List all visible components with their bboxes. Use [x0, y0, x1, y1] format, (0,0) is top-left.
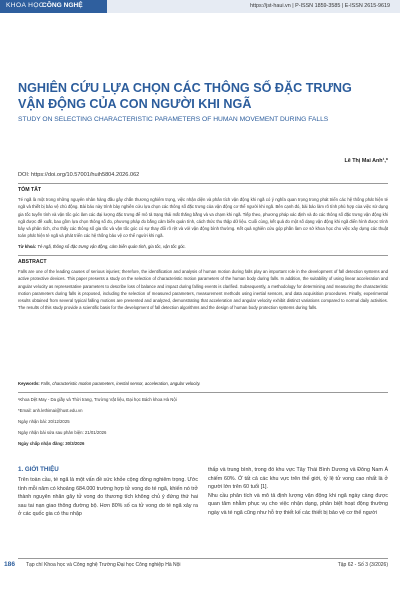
- intro-column-right: thấp và trung bình, trong đó khu vực Tây Thái Bình Dương và Đông Nam Á chiếm 60%. Ở tất cả các khu vực trên thế giới, tỷ lệ tử vong cao nhất là ở người lớn trên 60 tuổi [1]. Nhu cầu phân tích và mô tả định lượng vận động khi ngã ngày càng được quan tâm nhằm phục vụ cho việc nhận dạng, phân biệt hoạt động thường ngày và té ngã cũng như hỗ trợ thiết kế các thiết bị bảo vệ cơ thể người: [208, 467, 388, 516]
- footer-divider: [18, 558, 388, 559]
- title-line-2: VẬN ĐỘNG CỦA CON NGƯỜI KHI NGÃ: [18, 97, 252, 111]
- keywords-en-label: Keywords:: [18, 381, 40, 386]
- author-email[interactable]: *Email: anh.lethimai@hust.edu.vn: [18, 408, 83, 413]
- doi-link[interactable]: DOI: https://doi.org/10.57001/huih5804.2026.062: [18, 172, 140, 178]
- page-number: 186: [4, 561, 16, 568]
- abstract-vi-heading: TÓM TẮT: [18, 187, 42, 193]
- title-line-1: NGHIÊN CỨU LỰA CHỌN CÁC THÔNG SỐ ĐẶC TRƯNG: [18, 81, 352, 95]
- paper-title-vi: [18, 80, 388, 112]
- keywords-en-text: Falls, characteristic motion parameters, inertial sensor, acceleration, angular velocity.: [40, 381, 201, 386]
- footer-journal: Tạp chí Khoa học và Công nghệ Trường Đại học Công nghiệp Hà Nội: [26, 562, 181, 568]
- intro-heading: 1. GIỚI THIỆU: [18, 466, 59, 473]
- journal-header: [0, 0, 400, 13]
- paper-title-en: STUDY ON SELECTING CHARACTERISTIC PARAMETERS OF HUMAN MOVEMENT DURING FALLS: [18, 116, 329, 123]
- author-name: Lê Thị Mai Anh¹,*: [344, 158, 388, 164]
- divider: [18, 392, 388, 393]
- abstract-en-text: Falls are one of the leading causes of serious injuries; therefore, the identification and analysis of human motion during falls play an important role in the development of fall detection systems and active protective devices. This paper presents a study on the selection of characteristic motion parameters of the human body during falls. In addition, the suitability of using linear acceleration and angular velocity as representative parameters to describe loss of balance and impact during falling events is clarified. Subsequently, a methodology for determining and measuring the characteristic motion parameters during falls is proposed, including the selection of measured parameters, measurement methods using inertial sensors, and data acquisition procedures. Finally, experimental results obtained from several typical falling motions are presented and analyzed, demonstrating that acceleration and angular velocity exhibit distinct variations compared to normal daily activities. The results of this study provide a scientific basis for the development of fall detection algorithms and the design of human body protection systems during falls.: [18, 269, 388, 311]
- keywords-vi: [18, 243, 388, 250]
- topic-label: CÔNG NGHỆ: [42, 2, 83, 9]
- journal-info-bar: [107, 0, 400, 13]
- abstract-vi-text: Té ngã là một trong những nguyên nhân hàng đầu gây chấn thương nghiêm trọng, việc nhận diện và phân tích vận động khi ngã có ý nghĩa quan trọng trong phát triển các hệ thống phát hiện té ngã và thiết bị bảo vệ chủ động. Bài báo này trình bày nghiên cứu lựa chọn các thông số đặc trưng của vận động cơ thể người khi ngã. Bên cạnh đó, bài báo làm rõ tính phù hợp của việc sử dụng gia tốc tuyến tính và vận tốc góc làm các đại lượng đặc trưng để mô tả trạng thái mất thăng bằng và va chạm khi ngã. Tiếp theo, phương pháp xác định và đo các thông số đặc trưng vận động khi ngã được đề xuất, bao gồm lựa chọn thông số đo, phương pháp đo bằng cảm biến quán tính, cách thức thu thập dữ liệu. Cuối cùng, kết quả đo một số dạng vận động khi ngã điển hình được trình bày và phân tích, cho thấy các thông số gia tốc và vận tốc góc có sự thay đổi rõ rệt và với vận động bình thường. Kết quả nghiên cứu góp phần làm cơ sở khoa học cho việc xây dựng các thuật toán phát hiện té ngã và phát triển các hệ thống bảo vệ cơ thể người khi ngã.: [18, 197, 388, 239]
- abstract-en-heading: ABSTRACT: [18, 259, 47, 265]
- footer-issue: Tập 62 - Số 3 (3/2026): [337, 562, 388, 568]
- section-label: KHOA HỌC: [6, 2, 45, 9]
- keywords-vi-text: Té ngã, thông số đặc trưng vận động, cảm biến quán tính, gia tốc, vận tốc góc.: [37, 244, 186, 249]
- intro-column-left: Trên toàn cầu, té ngã là một vấn đề sức khỏe cộng đồng nghiêm trọng. Ước tính mỗi năm có khoảng 684.000 trường hợp tử vong do té ngã, khiến nó trở thành nguyên nhân gây tử vong do thương tích không chủ ý đứng thứ hai sau tai nạn giao thông đường bộ. Hơn 80% số ca tử vong do té ngã xảy ra ở các quốc gia có thu nhập: [18, 477, 198, 518]
- keywords-en: [18, 380, 388, 387]
- accepted-date: Ngày chấp nhận đăng: 30/3/2026: [18, 441, 85, 446]
- divider: [18, 183, 388, 184]
- keywords-vi-label: Từ khoá:: [18, 244, 37, 249]
- journal-info[interactable]: https://jst-haui.vn | P-ISSN 1859-3585 | E-ISSN 2615-9619: [249, 3, 390, 9]
- divider: [18, 255, 388, 256]
- section-banner: [0, 0, 107, 13]
- revised-date: Ngày nhận bài sửa sau phản biện: 21/01/2026: [18, 430, 107, 435]
- author-affiliation: ¹Khoa Dệt May - Da giầy và Thời trang, Trường Vật liệu, Đại học Bách khoa Hà Nội: [18, 397, 177, 402]
- received-date: Ngày nhận bài: 20/12/2025: [18, 419, 70, 424]
